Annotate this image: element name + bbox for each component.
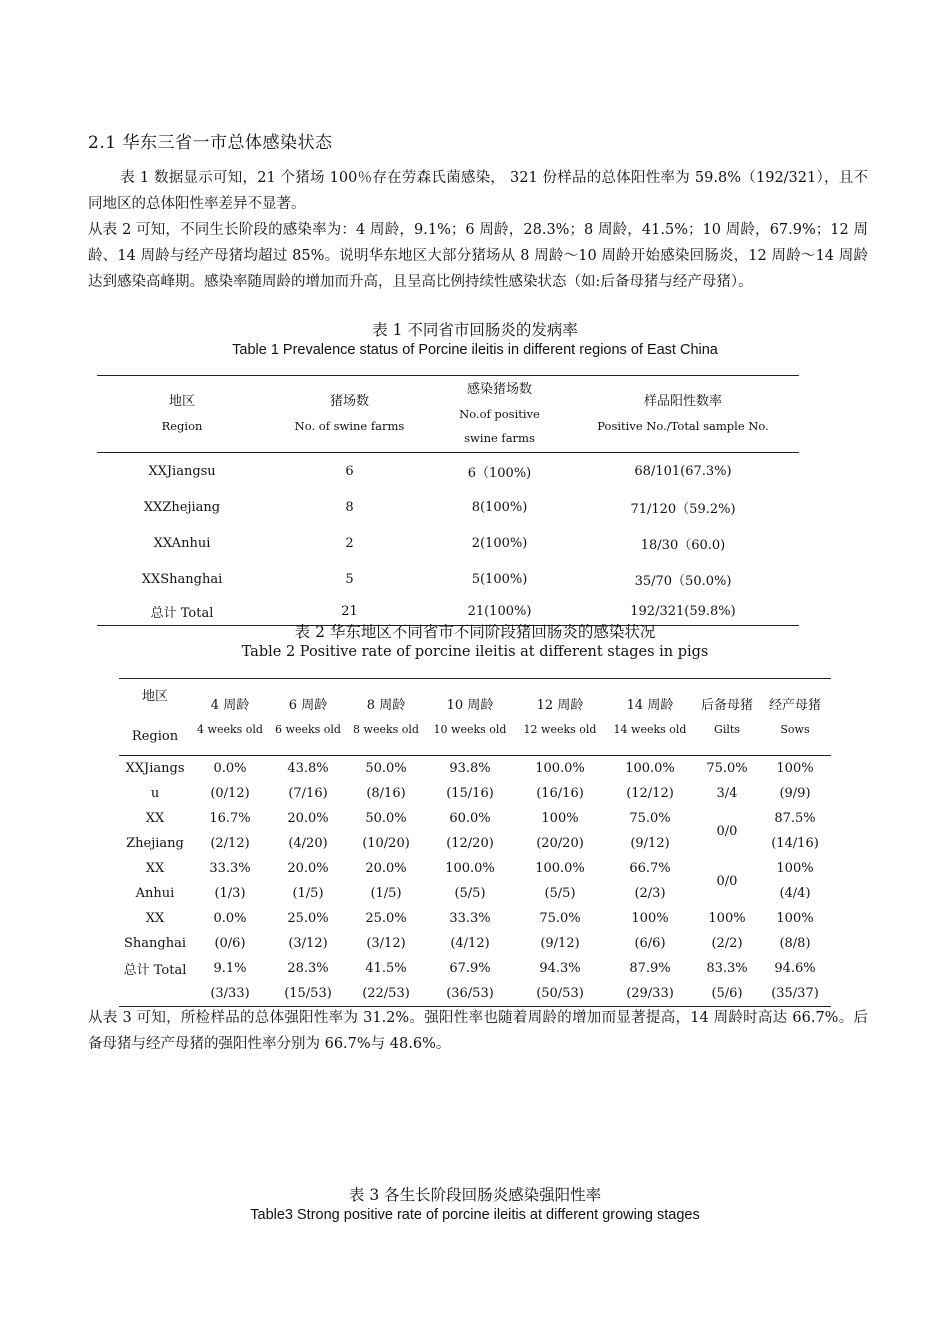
table1-header-farms: 猪场数 No. of swine farms xyxy=(267,376,432,453)
paragraph-1 xyxy=(88,165,868,217)
table-row: XXAnhui 2 2(100%) 18/30（60.0) xyxy=(153,535,726,553)
table2-header-region: 地区 Region xyxy=(119,679,191,756)
table2-header-col: 4 周龄 4 weeks old xyxy=(191,679,269,756)
table-row: XX 33.3% 20.0% 20.0% 100.0% 100.0% 66.7% 0/0 100% xyxy=(119,856,831,881)
table2-caption-cn: 表 2 华东地区不同省市不同阶段猪回肠炎的感染状况 xyxy=(294,623,656,641)
table-row: XXZhejiang 8 8(100%) 71/120（59.2%) xyxy=(143,499,736,517)
table-row: XXShanghai 5 5(100%) 35/70（50.0%) xyxy=(141,571,732,589)
gilts-merged-cell: 0/0 xyxy=(716,873,738,889)
table2-header-col: 6 周龄 6 weeks old xyxy=(269,679,347,756)
table2-header-col: 14 周龄 14 weeks old xyxy=(605,679,695,756)
table-row: XXJiangsu 6 6（100%) 68/101(67.3%) xyxy=(148,463,732,481)
table2 xyxy=(119,678,831,1007)
table-row-total: 总计 Total 9.1% 28.3% 41.5% 67.9% 94.3% 87.9% 83.3% 94.6% xyxy=(123,961,816,978)
table-row: Zhejiang (2/12) (4/20) (10/20) (12/20) (20/20) (9/12) (14/16) xyxy=(126,836,819,851)
table1-header-positive-farms: 感染猪场数 No.of positive swine farms xyxy=(432,376,567,453)
table3-caption-en: Table3 Strong positive rate of porcine ileitis at different growing stages xyxy=(250,1207,700,1223)
table2-header-col: 12 周龄 12 weeks old xyxy=(515,679,605,756)
table1-header-row xyxy=(97,376,799,453)
table2-header-col: 经产母猪 Sows xyxy=(759,679,831,756)
paragraph-1-text: 表 1 数据显示可知，21 个猪场 100％存在劳森氏菌感染， 321 份样品的总体阳性率为 59.8%（192/321），且不同地区的总体阳性率差异不显著。 xyxy=(88,170,868,212)
table-row: Anhui (1/3) (1/5) (1/5) (5/5) (5/5) (2/3) (4/4) xyxy=(135,886,811,901)
table-row: u (0/12) (7/16) (8/16) (15/16) (16/16) (12/12) 3/4 (9/9) xyxy=(150,786,811,801)
table1-header-region: 地区 Region xyxy=(97,376,267,453)
table-row: Shanghai (0/6) (3/12) (3/12) (4/12) (9/12) (6/6) (2/2) (8/8) xyxy=(123,936,811,951)
table3-caption-cn: 表 3 各生长阶段回肠炎感染强阳性率 xyxy=(348,1186,602,1204)
table-row: XXJiangs 0.0% 43.8% 50.0% 93.8% 100.0% 100.0% 75.0% 100% xyxy=(125,761,814,776)
table2-header-col: 10 周龄 10 weeks old xyxy=(425,679,515,756)
table1-caption-cn: 表 1 不同省市回肠炎的发病率 xyxy=(372,321,578,339)
table-row: XX 0.0% 25.0% 25.0% 33.3% 75.0% 100% 100% 100% xyxy=(145,911,814,926)
table-row-total: 总计 Total 21 21(100%) 192/321(59.8%) xyxy=(97,597,799,626)
table2-header-col: 8 周龄 8 weeks old xyxy=(347,679,425,756)
table1-header-positive-rate: 样品阳性数率 Positive No./Total sample No. xyxy=(567,376,799,453)
table1-caption-en: Table 1 Prevalence status of Porcine ileitis in different regions of East China xyxy=(232,342,718,358)
paragraph-3: 从表 3 可知，所检样品的总体强阳性率为 31.2%。强阳性率也随着周龄的增加而显著提高，14 周龄时高达 66.7%。后备母猪与经产母猪的强阳性率分别为 66.7%与 48.6%。 xyxy=(88,1010,868,1052)
paragraph-2: 从表 2 可知，不同生长阶段的感染率为：4 周龄，9.1%；6 周龄，28.3%；8 周龄，41.5%；10 周龄，67.9%；12 周龄、14 周龄与经产母猪均超过 85%。说明华东地区大部分猪场从 8 周龄～10 周龄开始感染回肠炎，12 周龄～14 周龄达到感染高峰期。感染率随周龄的增加而升高，且呈高比例持续性感染状态（如:后备母猪与经产母猪）。 xyxy=(88,222,868,290)
table-row: XX 16.7% 20.0% 50.0% 60.0% 100% 75.0% 0/0 87.5% xyxy=(119,806,831,831)
table2-header-row xyxy=(119,679,831,756)
table2-caption-en: Table 2 Positive rate of porcine ileitis at different stages in pigs xyxy=(241,644,709,660)
gilts-merged-cell: 0/0 xyxy=(716,823,738,839)
table-row-total: (3/33) (15/53) (22/53) (36/53) (50/53) (29/33) (5/6) (35/37) xyxy=(119,981,831,1007)
table2-header-col: 后备母猪 Gilts xyxy=(695,679,759,756)
table1 xyxy=(97,375,799,626)
section-heading: 2.1 华东三省一市总体感染状态 xyxy=(88,133,333,153)
